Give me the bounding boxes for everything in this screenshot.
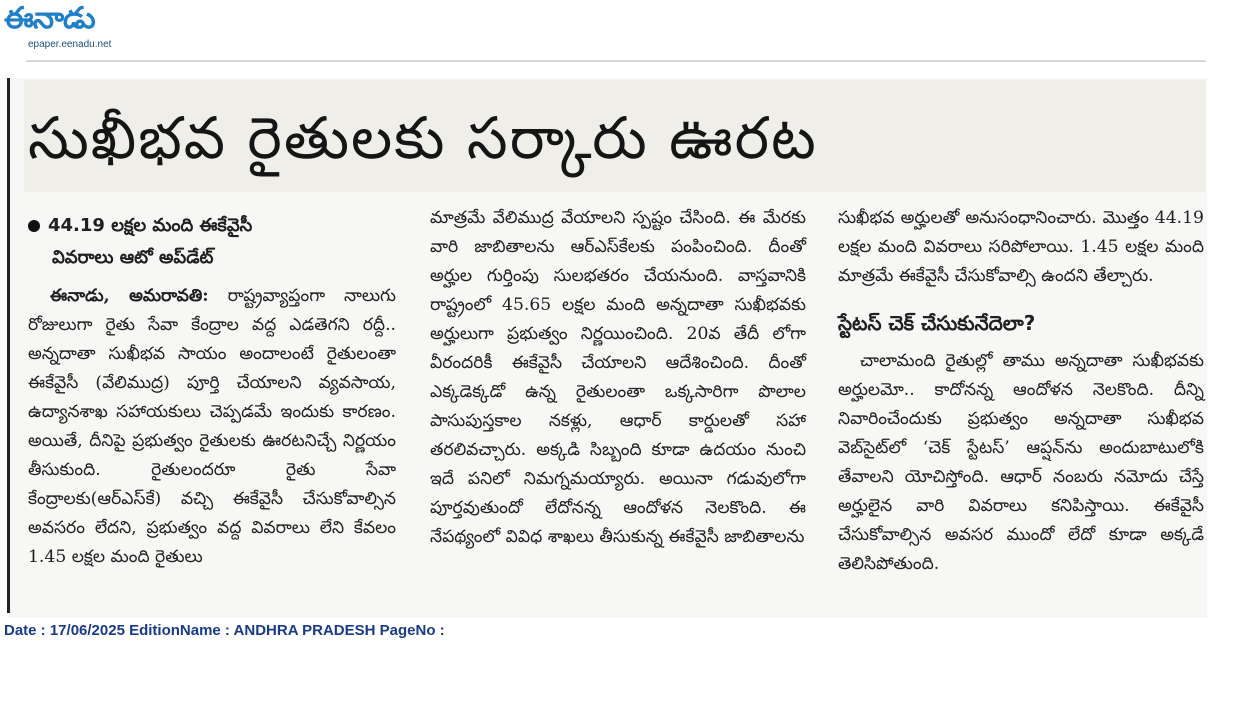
body-text-4: చాలామంది రైతుల్లో తాము అన్నదాతా సుఖీభవకు అర్హులమో.. కాదోనన్న ఆందోళన నెలకొంది. దీన్ని నివారించేందుకు ప్రభుత్వం అన్నదాతా సుఖీభవ వెబ్‌సైట్‌లో ‘చెక్ స్టేటస్’ ఆప్షన్‌ను అందుబాటులోకి తేవాలని యోచిస్తోంది. ఆధార్ నంబరు నమోదు చేస్తే అర్హులైన వారి వివరాలు కనిపిస్తాయి. ఈకేవైసీ చేసుకోవాల్సిన అవసర ముందో లేదో కూడా అక్కడే తెలిసిపోతుంది.: [838, 351, 1204, 574]
highlight-text-1: 44.19 లక్షల మంది ఈకేవైసీ: [48, 215, 253, 236]
highlight-text-2: వివరాలు ఆటో అప్‌డేట్: [52, 247, 214, 268]
highlight-line-1: [28, 210, 396, 242]
body-text-2: మాత్రమే వేలిముద్ర వేయాలని స్పష్టం చేసింది. ఈ మేరకు వారి జాబితాలను ఆర్‌ఎస్‌కేలకు పంపించింది. దీంతో అర్హుల గుర్తింపు సులభతరం చేయనుంది. వాస్తవానికి రాష్ట్రంలో 45.65 లక్షల మంది అన్నదాతా సుఖీభవకు అర్హులుగా ప్రభుత్వం నిర్ణయించింది. 20వ తేదీ లోగా వీరందరికీ ఈకేవైసీ చేయాలని ఆదేశించింది. దీంతో ఎక్కడెక్కడో ఉన్న రైతులంతా ఒక్కసారిగా పొలాల పాసుపుస్తకాల నకళ్లు, ఆధార్ కార్డులతో సహా తరలివచ్చారు. అక్కడి సిబ్బంది కూడా ఉదయం నుంచి ఇదే పనిలో నిమగ్నమయ్యారు. అయినా గడువులోగా పూర్తవుతుందో లేదోనన్న ఆందోళన నెలకొంది. ఈ నేపథ్యంలో వివిధ శాఖలు తీసుకున్న ఈకేవైసీ జాబితాలను: [430, 208, 806, 547]
subheading: స్టేటస్ చెక్ చేసుకునేదెలా?: [838, 311, 1036, 335]
body-text-1: రాష్ట్రవ్యాప్తంగా నాలుగు రోజులుగా రైతు సేవా కేంద్రాల వద్ద ఎడతెగని రద్దీ.. అన్నదాతా సుఖీభవ సాయం అందాలంటే రైతులంతా ఈకేవైసీ (వేలిముద్ర) పూర్తి చేయాలని వ్యవసాయ, ఉద్యానశాఖ సహాయకులు చెప్పడమే ఇందుకు కారణం. అయితే, దీనిపై ప్రభుత్వం రైతులకు ఊరటనిచ్చే నిర్ణయం తీసుకుంది. రైతులందరూ రైతు సేవా కేంద్రాలకు(ఆర్‌ఎస్‌కే) వచ్చి ఈకేవైసీ చేసుకోవాల్సిన అవసరం లేదని, ప్రభుత్వం వద్ద వివరాలు లేని కేవలం 1.45 లక్షల మంది రైతులు: [28, 286, 397, 567]
highlight-line-2: [28, 242, 396, 274]
eenadu-logo[interactable]: [4, 2, 154, 52]
edition-info: Date : 17/06/2025 EditionName : ANDHRA PRADESH PageNo :: [4, 622, 445, 639]
paragraph: [28, 282, 396, 572]
bullet-icon: [28, 220, 40, 232]
body-text-3: సుఖీభవ అర్హులతో అనుసంధానించారు. మొత్తం 44.19 లక్షల మంది వివరాలు సరిపోలాయి. 1.45 లక్షల మంది మాత్రమే ఈకేవైసీ చేసుకోవాల్సి ఉందని తేల్చారు.: [838, 208, 1204, 286]
article-headline: సుఖీభవ రైతులకు సర్కారు ఊరట: [28, 104, 818, 172]
highlight-box: [28, 210, 396, 274]
divider: [26, 60, 1206, 62]
paragraph: [838, 347, 1204, 579]
article-column-3: [838, 204, 1204, 614]
masthead-title: ఈనాడు: [4, 1, 95, 36]
article-column-2: [430, 204, 806, 614]
column-rule: [7, 78, 10, 613]
article-column-1: [28, 210, 396, 615]
dateline: ఈనాడు, అమరావతి:: [50, 286, 209, 306]
masthead-site: epaper.eenadu.net: [28, 39, 112, 50]
